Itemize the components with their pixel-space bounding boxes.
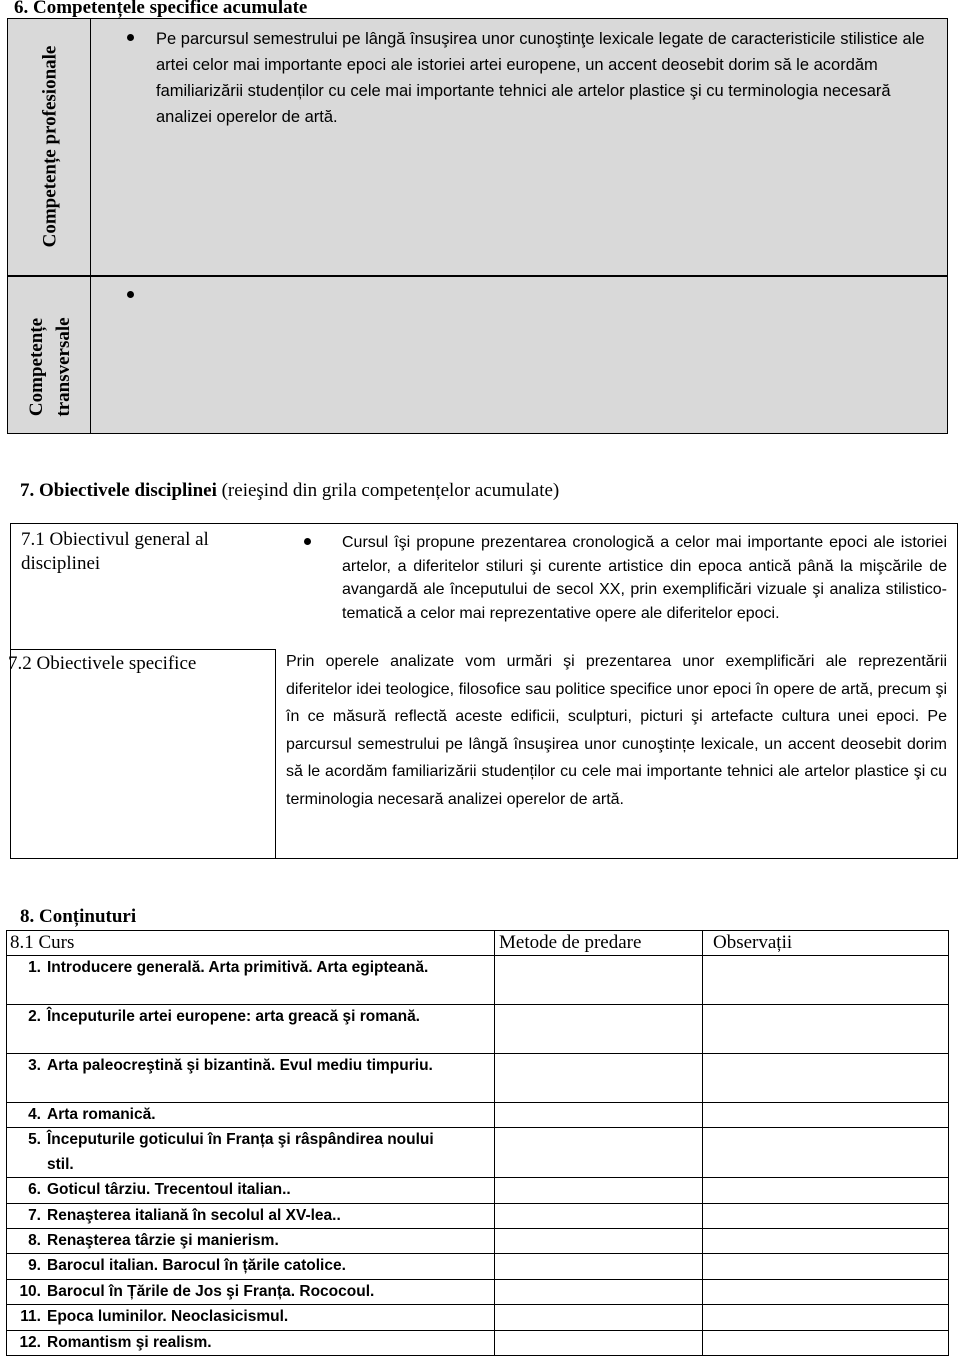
teaching-method-cell: [495, 1203, 703, 1228]
header-course: 8.1 Curs: [7, 931, 495, 956]
course-item: 1. Introducere generală. Arta primitivă. Arta egipteană.: [7, 956, 495, 1005]
table-row: [7, 1005, 949, 1054]
transversal-label-line2: transversale: [53, 317, 74, 417]
observation-cell: [703, 1305, 949, 1330]
header-teaching-methods: Metode de predare: [495, 931, 703, 956]
transversal-competences-label: [23, 283, 77, 451]
observation-cell: [703, 1054, 949, 1103]
contents-header-row: [7, 931, 949, 956]
bullet-icon: [127, 34, 134, 41]
section-7-title-bold: 7. Obiectivele disciplinei: [20, 480, 217, 501]
course-item: 4. Arta romanică.: [7, 1103, 495, 1128]
teaching-method-cell: [495, 1005, 703, 1054]
table-row: [7, 1203, 949, 1228]
specific-objectives-text: Prin operele analizate vom urmări şi prezentarea unor exemplificări ale reprezentării diferitelor idei teologice, filosofice sau politice specifice unor epoci în opere de artă, precum şi în ce măsură reflectă aceste edificii, sculpturi, picturi şi artefacte cultura unei epoci. Pe parcursul semestrului pe lângă însuşirea unor cunoştințe lexicale, un accent deosebit dorim să le acordăm familiarizării studenților cu cele mai importante tehnici ale artelor plastice şi cu terminologia necesară analizei operelor de artă.: [286, 653, 947, 808]
observation-cell: [703, 1128, 949, 1178]
observation-cell: [703, 1005, 949, 1054]
table-row: [7, 1178, 949, 1203]
contents-table: [6, 930, 949, 1356]
table-row: [7, 1279, 949, 1304]
observation-cell: [703, 956, 949, 1005]
general-objective-text: Cursul îşi propune prezentarea cronologică a celor mai importante epoci ale istoriei artelor, a diferitelor stiluri şi curente artistice din epoca antică până la mişcările de avangardă ale începutului de secol XX, prin exemplificări vizuale şi analiza stilistico-tematică a celor mai reprezentative opere ale diferitelor epoci.: [342, 534, 947, 622]
teaching-method-cell: [495, 1305, 703, 1330]
course-item: 7. Renaşterea italiană în secolul al XV-lea..: [7, 1203, 495, 1228]
table-row: [7, 1330, 949, 1355]
table-row: [7, 1254, 949, 1279]
professional-competences-text: Pe parcursul semestrului pe lângă însuşirea unor cunoştinţe lexicale legate de caracteristicile stilistice ale artei celor mai importante epoci ale istoriei artei europene, un accent deosebit dorim să le acordăm familiarizării studenților cu cele mai importante tehnici ale artelor plastice şi cu terminologia necesară analizei operelor de artă.: [156, 30, 925, 126]
competences-table: [7, 18, 948, 434]
observation-cell: [703, 1103, 949, 1128]
specific-objectives-label: 7.2 Obiectivele specifice: [8, 653, 197, 674]
table-row: [7, 1128, 949, 1178]
teaching-method-cell: [495, 1103, 703, 1128]
professional-competences-label: Competențe profesionale: [39, 45, 61, 248]
table-row: [7, 1054, 949, 1103]
observation-cell: [703, 1330, 949, 1355]
teaching-method-cell: [495, 1128, 703, 1178]
section-8-title: 8. Conținuturi: [20, 906, 137, 927]
course-item: 10. Barocul în Țările de Jos şi Franța. Rococoul.: [7, 1279, 495, 1304]
table-row: [7, 1103, 949, 1128]
header-observations: Observații: [703, 931, 949, 956]
course-item: 6. Goticul târziu. Trecentoul italian..: [7, 1178, 495, 1203]
observation-cell: [703, 1229, 949, 1254]
general-objective-label: 7.1 Obiectivul general al disciplinei: [21, 529, 209, 574]
course-item: 9. Barocul italian. Barocul în țările catolice.: [7, 1254, 495, 1279]
teaching-method-cell: [495, 1254, 703, 1279]
table-row: [7, 1229, 949, 1254]
course-item: 12. Romantism şi realism.: [7, 1330, 495, 1355]
course-item: 5. Începuturile goticului în Franța şi râspândirea noului stil.: [7, 1128, 495, 1178]
teaching-method-cell: [495, 1178, 703, 1203]
observation-cell: [703, 1178, 949, 1203]
course-item: 8. Renaşterea târzie şi manierism.: [7, 1229, 495, 1254]
teaching-method-cell: [495, 1054, 703, 1103]
objectives-table: [10, 523, 958, 859]
bullet-icon: [304, 538, 311, 545]
table-row: [7, 1305, 949, 1330]
table-divider: [90, 19, 91, 433]
observation-cell: [703, 1279, 949, 1304]
table-divider: [275, 649, 276, 859]
transversal-label-line1: Competențe: [26, 317, 47, 417]
table-divider: [11, 649, 275, 650]
course-item: 11. Epoca luminilor. Neoclasicismul.: [7, 1305, 495, 1330]
course-item: 2. Începuturile artei europene: arta greacă şi romană.: [7, 1005, 495, 1054]
teaching-method-cell: [495, 1330, 703, 1355]
teaching-method-cell: [495, 1279, 703, 1304]
teaching-method-cell: [495, 1229, 703, 1254]
observation-cell: [703, 1203, 949, 1228]
table-divider: [8, 275, 947, 277]
course-item: 3. Arta paleocreştină şi bizantină. Evul mediu timpuriu.: [7, 1054, 495, 1103]
section-6-title: 6. Competențele specifice acumulate: [14, 0, 308, 18]
section-7-title: [20, 480, 559, 502]
observation-cell: [703, 1254, 949, 1279]
bullet-icon: [127, 291, 134, 298]
section-7-title-rest: (reieşind din grila competențelor acumulate): [216, 480, 560, 501]
teaching-method-cell: [495, 956, 703, 1005]
table-row: [7, 956, 949, 1005]
